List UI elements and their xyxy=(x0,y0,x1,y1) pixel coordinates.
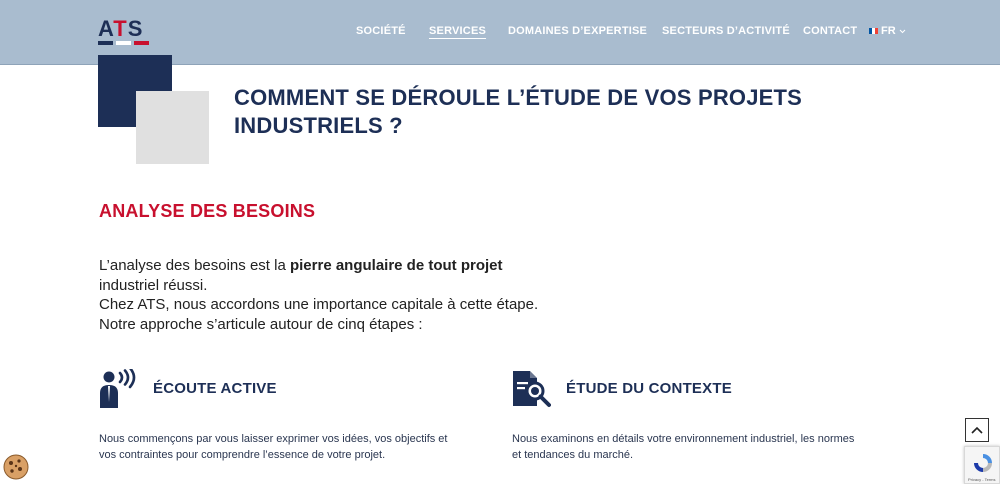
page-title xyxy=(234,84,854,140)
language-selector[interactable] xyxy=(869,25,906,37)
nav-item-domaines-expertise[interactable]: DOMAINES D’EXPERTISE xyxy=(508,25,648,37)
language-label: FR xyxy=(881,25,896,37)
decorative-grey-square xyxy=(136,91,209,164)
intro-emphasis: pierre angulaire de tout projet xyxy=(289,257,503,274)
nav-item-secteurs-activite[interactable]: SECTEURS D’ACTIVITÉ xyxy=(662,25,790,37)
chevron-down-icon xyxy=(899,29,906,34)
step-title-ecoute-active: ÉCOUTE ACTIVE xyxy=(153,380,277,397)
cookie-icon[interactable] xyxy=(2,453,30,481)
france-flag-icon xyxy=(869,28,878,34)
step-text-etude-contexte: Nous examinons en détails votre environnement industriel, les normes et tendances du marché. xyxy=(512,433,855,461)
ats-logo[interactable] xyxy=(98,18,162,44)
page-title-line2: INDUSTRIELS ? xyxy=(234,113,403,138)
nav-item-services[interactable]: SERVICES xyxy=(429,25,487,37)
recaptcha-icon xyxy=(972,452,994,474)
recaptcha-links[interactable]: Privacy - Terms xyxy=(968,477,996,482)
recaptcha-badge[interactable] xyxy=(964,446,1000,484)
logo-letters: ATS xyxy=(98,16,144,41)
chevron-up-icon xyxy=(971,426,983,434)
section-title: ANALYSE DES BESOINS xyxy=(99,201,316,221)
step-text-ecoute-active: Nous commençons par vous laisser exprimer vos idées, vos objectifs et vos contraintes pour comprendre l’essence de votre projet. xyxy=(99,433,448,461)
document-search-icon xyxy=(511,369,551,409)
page-title-line1: COMMENT SE DÉROULE L’ÉTUDE DE VOS PROJETS xyxy=(234,85,803,110)
logo-tagline-bar xyxy=(98,41,162,45)
nav-item-societe[interactable]: SOCIÉTÉ xyxy=(356,25,406,37)
active-listening-icon xyxy=(98,369,138,409)
nav-item-contact[interactable]: CONTACT xyxy=(803,25,858,37)
step-title-etude-contexte: ÉTUDE DU CONTEXTE xyxy=(566,380,732,397)
intro-paragraph: L’analyse des besoins est la pierre angulaire de tout projet industriel réussi. Chez ATS, nous accordons une importance capitale à cette étape. Notre approche s’articule autour de cinq étapes : xyxy=(99,257,539,333)
scroll-to-top-button[interactable] xyxy=(965,418,989,442)
